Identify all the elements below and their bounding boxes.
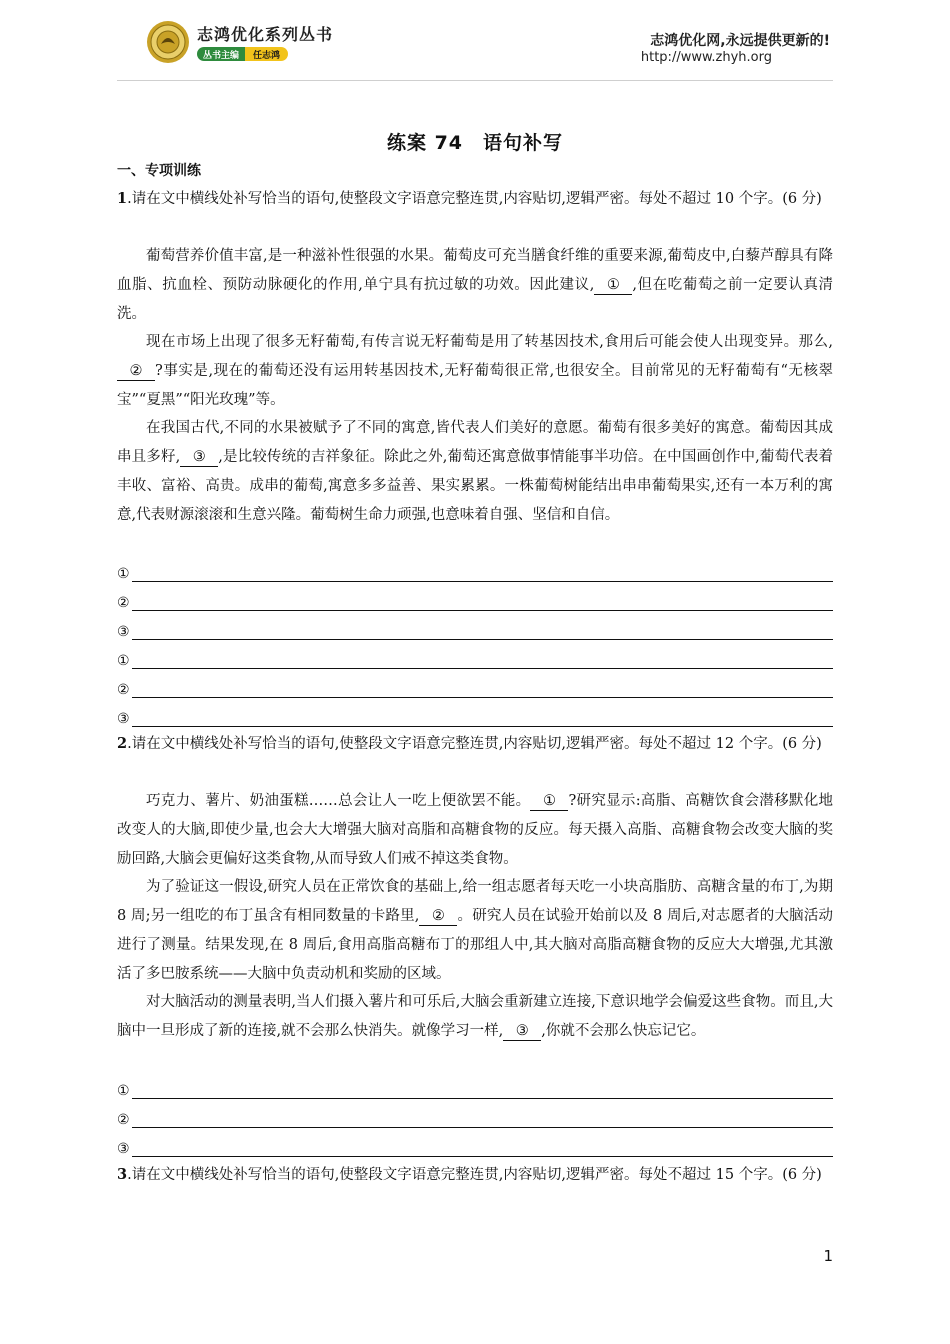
question-text: .请在文中横线处补写恰当的语句,使整段文字语意完整连贯,内容贴切,逻辑严密。每处不超过 10 个字。(6 分) <box>127 191 822 207</box>
paragraph-text: 。研究人员在试验开始前以及 8 周后,对志愿者的大脑活动进行了测量。结果发现,在 8 周后,食用高脂高糖布丁的那组人中,其大脑对高脂高糖食物的反应大大增强,尤其激活了多巴胺系统——大脑中负责动机和奖励的区域。 <box>117 908 833 982</box>
question-2-prompt <box>117 729 833 759</box>
paragraph-text: ,你就不会那么快忘记它。 <box>541 1023 706 1039</box>
blank-3: ③ <box>503 1022 541 1041</box>
blank-2: ② <box>419 907 457 926</box>
answer-line[interactable] <box>117 1077 833 1099</box>
answer-line[interactable] <box>117 1135 833 1157</box>
q2-paragraph-1 <box>117 787 833 874</box>
question-number: 1 <box>117 190 128 207</box>
editor-name: 任志鸿 <box>245 47 288 61</box>
answer-label: ① <box>117 1083 130 1099</box>
answer-line[interactable] <box>117 647 833 669</box>
site-url[interactable]: http://www.zhyh.org <box>640 50 772 65</box>
answer-line[interactable] <box>117 618 833 640</box>
paragraph-text: 在我国古代,不同的水果被赋予了不同的寓意,皆代表人们美好的意愿。葡萄有很多美好的寓意。葡萄因其成串且多籽, <box>117 420 833 465</box>
page-title: 练案 74 语句补写 <box>386 132 564 154</box>
answer-label: ① <box>117 653 130 669</box>
paragraph-text: ?研究显示:高脂、高糖饮食会潜移默化地改变人的大脑,即使少量,也会大大增强大脑对高脂和高糖食物的反应。每天摄入高脂、高糖食物会改变大脑的奖励回路,大脑会更偏好这类食物,从而导致人们戒不掉这类食物。 <box>117 793 833 867</box>
paragraph-text: 对大脑活动的测量表明,当人们摄入薯片和可乐后,大脑会重新建立连接,下意识地学会偏爱这些食物。而且,大脑中一旦形成了新的连接,就不会那么快消失。就像学习一样, <box>117 994 833 1039</box>
answer-label: ② <box>117 1112 130 1128</box>
answer-line[interactable] <box>117 676 833 698</box>
question-text: .请在文中横线处补写恰当的语句,使整段文字语意完整连贯,内容贴切,逻辑严密。每处不超过 15 个字。(6 分) <box>127 1167 822 1183</box>
answer-line[interactable] <box>117 560 833 582</box>
section-heading: 一、专项训练 <box>117 163 201 179</box>
answer-label: ③ <box>117 711 130 727</box>
question-3-prompt <box>117 1160 833 1190</box>
answer-label: ③ <box>117 1141 130 1157</box>
paragraph-text: ,但在吃葡萄之前一定要认真清洗。 <box>117 277 833 322</box>
q1-paragraph-2 <box>117 328 833 415</box>
paragraph-text: ,是比较传统的吉祥象征。除此之外,葡萄还寓意做事情能事半功倍。在中国画创作中,葡萄代表着丰收、富裕、高贵。成串的葡萄,寓意多多益善、果实累累。一株葡萄树能结出串串葡萄果实,还有一本万利的寓意,代表财源滚滚和生意兴隆。葡萄树生命力顽强,也意味着自强、坚信和自信。 <box>117 449 834 523</box>
paragraph-text: 为了验证这一假设,研究人员在正常饮食的基础上,给一组志愿者每天吃一小块高脂肪、高糖含量的布丁,为期 8 周;另一组吃的布丁虽含有相同数量的卡路里, <box>117 879 833 924</box>
answer-line[interactable] <box>117 589 833 611</box>
site-slogan: 志鸿优化网,永远提供更新的! <box>650 33 830 49</box>
question-number: 3 <box>117 1166 128 1183</box>
paragraph-text: ?事实是,现在的葡萄还没有运用转基因技术,无籽葡萄很正常,也很安全。目前常见的无籽葡萄有“无核翠宝”“夏黑”“阳光玫瑰”等。 <box>117 363 833 408</box>
blank-2: ② <box>117 362 155 381</box>
seal-logo-icon <box>146 20 190 64</box>
series-title: 志鸿优化系列丛书 <box>197 25 334 44</box>
paragraph-text: 现在市场上出现了很多无籽葡萄,有传言说无籽葡萄是用了转基因技术,食用后可能会使人出现变异。那么, <box>146 334 833 350</box>
question-text: .请在文中横线处补写恰当的语句,使整段文字语意完整连贯,内容贴切,逻辑严密。每处不超过 12 个字。(6 分) <box>127 736 822 752</box>
answer-label: ② <box>117 595 130 611</box>
blank-3: ③ <box>180 448 218 467</box>
q1-paragraph-3 <box>117 414 833 530</box>
header-divider <box>117 80 833 81</box>
answer-label: ① <box>117 566 130 582</box>
paragraph-text: 葡萄营养价值丰富,是一种滋补性很强的水果。葡萄皮可充当膳食纤维的重要来源,葡萄皮中,白藜芦醇具有降血脂、抗血栓、预防动脉硬化的作用,单宁具有抗过敏的功效。因此建议, <box>117 248 833 293</box>
q2-paragraph-3 <box>117 988 833 1046</box>
answer-line[interactable] <box>117 705 833 727</box>
blank-1: ① <box>594 276 632 295</box>
question-number: 2 <box>117 735 128 752</box>
page-number: 1 <box>823 1247 833 1265</box>
answer-label: ③ <box>117 624 130 640</box>
answer-label: ② <box>117 682 130 698</box>
editor-badge <box>197 47 288 61</box>
q1-paragraph-1 <box>117 242 833 329</box>
editor-label: 丛书主编 <box>197 47 245 61</box>
answer-line[interactable] <box>117 1106 833 1128</box>
paragraph-text: 巧克力、薯片、奶油蛋糕……总会让人一吃上便欲罢不能。 <box>146 793 531 809</box>
question-1-prompt <box>117 184 833 214</box>
q2-paragraph-2 <box>117 873 833 989</box>
page-header <box>0 0 950 80</box>
blank-1: ① <box>530 792 568 811</box>
